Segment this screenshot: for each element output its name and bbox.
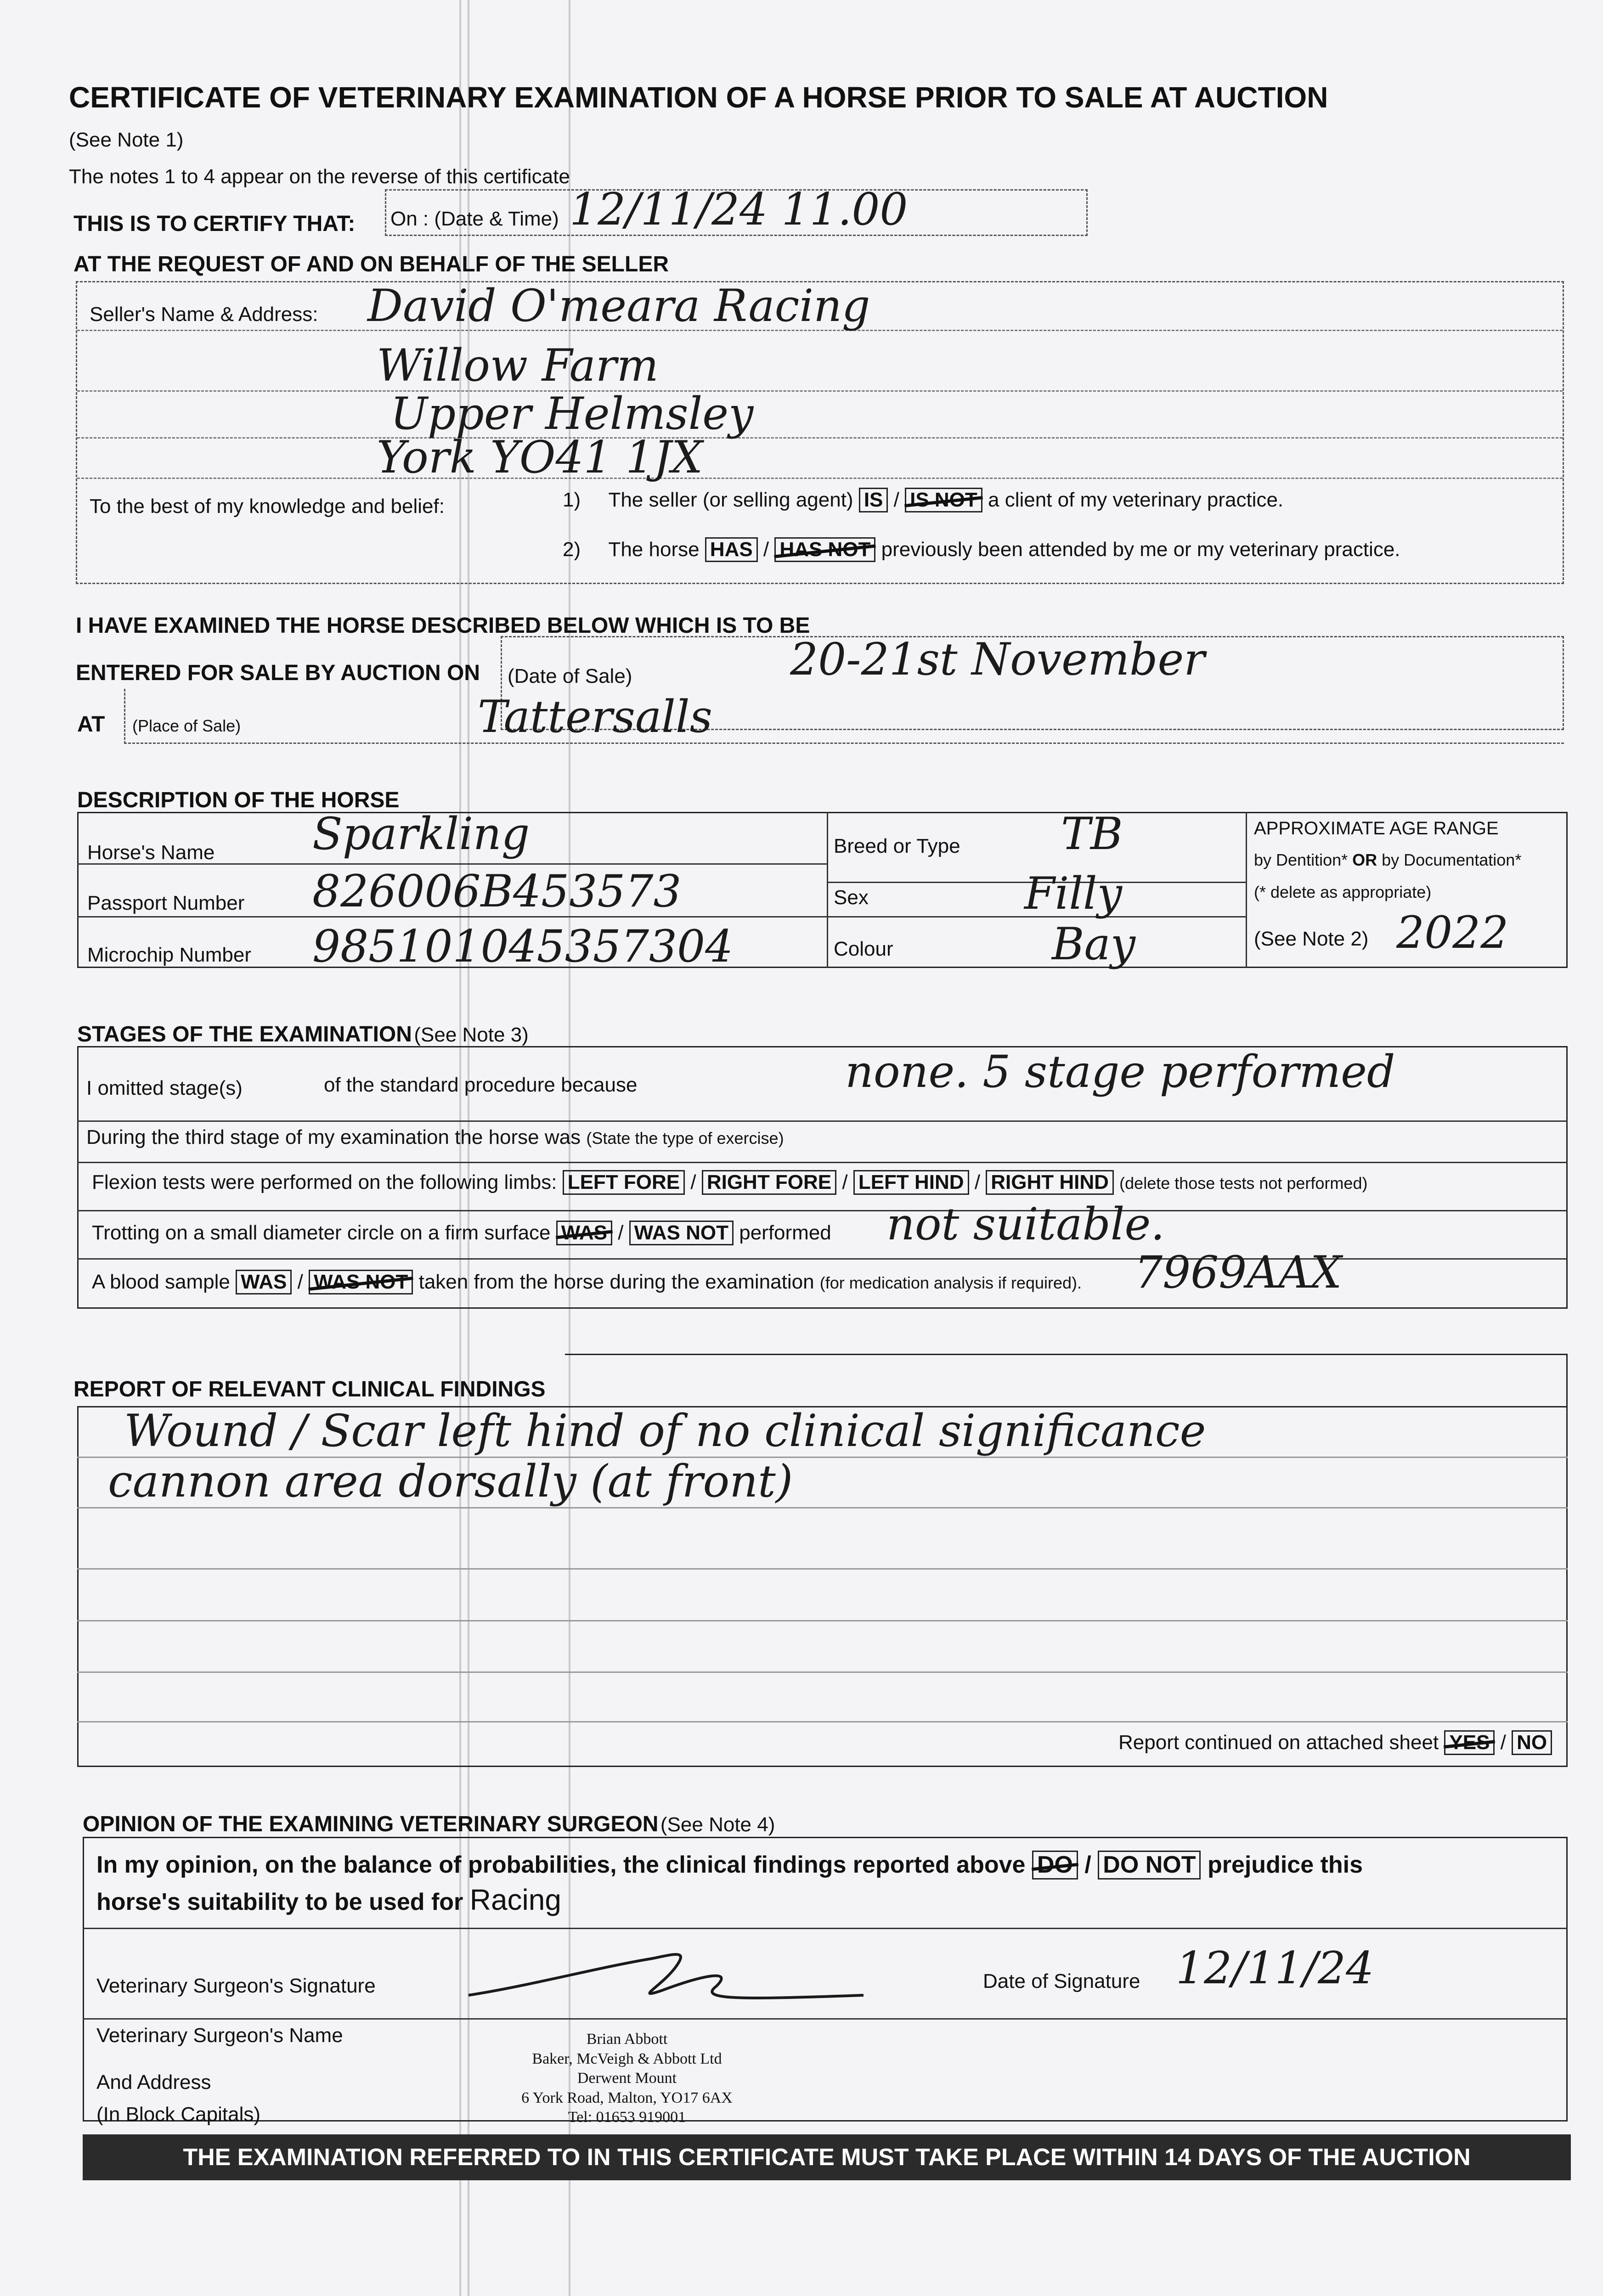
blood-row: A blood sample WAS / WAS NOT taken from the horse during the examination (for medication analysis if required). [92, 1270, 1082, 1294]
blood-was-option[interactable]: WAS [236, 1270, 292, 1294]
see-note-1: (See Note 1) [69, 129, 184, 151]
sex-value[interactable]: Filly [1024, 868, 1122, 919]
omitted-post: of the standard procedure because [324, 1074, 638, 1096]
opinion-statement: In my opinion, on the balance of probabilities, the clinical findings reported above DO / DO NOT prejudice this [96, 1851, 1363, 1880]
signature-label: Veterinary Surgeon's Signature [96, 1975, 376, 1997]
third-stage-note: (State the type of exercise) [586, 1129, 784, 1148]
seller-line-3[interactable]: Upper Helmsley [390, 388, 754, 439]
date-of-signature-label: Date of Signature [983, 1970, 1140, 1992]
age-by-documentation[interactable]: by Documentation* [1382, 850, 1522, 869]
surgeon-address-label: And Address [96, 2071, 211, 2093]
place-box [124, 689, 1564, 744]
flexion-note: (delete those tests not performed) [1119, 1174, 1368, 1193]
seller-line-4[interactable]: York YO41 1JX [377, 432, 703, 483]
right-fore-option[interactable]: RIGHT FORE [702, 1170, 836, 1195]
report-line-1[interactable]: Wound / Scar left hind of no clinical significance [124, 1405, 1206, 1457]
blood-label: A blood sample [92, 1271, 230, 1293]
trotting-label: Trotting on a small diameter circle on a firm surface [92, 1221, 551, 1244]
description-header: DESCRIPTION OF THE HORSE [77, 788, 400, 812]
trotting-was-option[interactable]: WAS [556, 1221, 612, 1245]
surgeon-name-label: Veterinary Surgeon's Name [96, 2024, 343, 2047]
item-2-text: The horse [608, 538, 700, 561]
omitted-value[interactable]: none. 5 stage performed [845, 1046, 1395, 1097]
age-by-dentition[interactable]: by Dentition* [1254, 850, 1348, 869]
opinion-do-option[interactable]: DO [1032, 1851, 1078, 1880]
age-range-title: APPROXIMATE AGE RANGE [1254, 818, 1499, 838]
seller-label: Seller's Name & Address: [90, 303, 318, 326]
opinion-do-not-option[interactable]: DO NOT [1098, 1851, 1201, 1880]
horse-name-label: Horse's Name [87, 841, 215, 864]
report-rule [77, 1507, 1568, 1508]
opinion-header-wrap [83, 1812, 775, 1837]
knowledge-label: To the best of my knowledge and belief: [90, 495, 445, 518]
is-option[interactable]: IS [859, 488, 888, 512]
stamp-line: Derwent Mount [577, 2070, 677, 2087]
knowledge-item-1: 1) The seller (or selling agent) IS / IS NOT a client of my veterinary practice. [563, 488, 1283, 512]
item-2-suffix: previously been attended by me or my veterinary practice. [881, 538, 1400, 561]
age-note: (See Note 2) [1254, 928, 1369, 950]
stamp-line: 6 York Road, Malton, YO17 6AX [521, 2089, 733, 2106]
passport-label: Passport Number [87, 892, 245, 914]
opinion-header: OPINION OF THE EXAMINING VETERINARY SURGEON [83, 1812, 659, 1836]
on-date-label: On : (Date & Time) [390, 208, 559, 230]
stages-rule [77, 1258, 1568, 1260]
seller-rule [77, 478, 1563, 479]
stamp-line: Brian Abbott [586, 2031, 668, 2048]
stages-rule [77, 1120, 1568, 1122]
at-label: AT [77, 712, 105, 737]
trotting-row: Trotting on a small diameter circle on a firm surface WAS / WAS NOT performed [92, 1221, 831, 1245]
is-not-option[interactable]: IS NOT [905, 488, 982, 512]
report-rule [77, 1568, 1568, 1570]
stamp-line: Baker, McVeigh & Abbott Ltd [532, 2050, 722, 2067]
blood-sample-value[interactable]: 7969AAX [1135, 1247, 1342, 1298]
continued-yes-option[interactable]: YES [1444, 1730, 1495, 1755]
opinion-header-note: (See Note 4) [660, 1813, 775, 1836]
trotting-value[interactable]: not suitable. [886, 1199, 1165, 1250]
passport-value[interactable]: 826006B453573 [312, 866, 682, 917]
seller-rule [77, 390, 1563, 392]
opinion-text-suffix: prejudice this [1207, 1851, 1363, 1878]
item-1-text: The seller (or selling agent) [608, 489, 853, 511]
flexion-row: Flexion tests were performed on the following limbs: LEFT FORE / RIGHT FORE / LEFT HIND / RIGHT HIND (delete those tests not performed) [92, 1170, 1367, 1195]
trotting-suffix: performed [739, 1221, 831, 1244]
opinion-text: In my opinion, on the balance of probabilities, the clinical findings reported above [96, 1851, 1026, 1878]
description-divider [1246, 812, 1247, 968]
practice-stamp [478, 2030, 776, 2127]
request-line: AT THE REQUEST OF AND ON BEHALF OF THE SELLER [73, 252, 669, 276]
microchip-value[interactable]: 985101045357304 [312, 921, 734, 972]
certify-label: THIS IS TO CERTIFY THAT: [73, 212, 356, 236]
date-of-sale-label: (Date of Sale) [508, 665, 632, 687]
opinion-rule [83, 2018, 1568, 2020]
blood-note: (for medication analysis if required). [819, 1273, 1082, 1292]
left-fore-option[interactable]: LEFT FORE [563, 1170, 685, 1195]
place-of-sale-value[interactable]: Tattersalls [478, 691, 712, 743]
stages-rule [77, 1162, 1568, 1163]
age-or: OR [1352, 850, 1377, 869]
blood-suffix: taken from the horse during the examination [418, 1271, 814, 1293]
footer-banner: THE EXAMINATION REFERRED TO IN THIS CERTIFICATE MUST TAKE PLACE WITHIN 14 DAYS OF THE AUCTION [83, 2134, 1571, 2180]
seller-rule [77, 437, 1563, 439]
third-stage-label: During the third stage of my examination the horse was [86, 1126, 581, 1148]
signature-scribble [459, 1940, 873, 2014]
report-continued-row: Report continued on attached sheet YES / NO [1118, 1730, 1552, 1755]
report-rule [77, 1671, 1568, 1673]
right-hind-option[interactable]: RIGHT HIND [986, 1170, 1114, 1195]
report-continued-label: Report continued on attached sheet [1118, 1731, 1439, 1754]
omitted-pre: I omitted stage(s) [86, 1077, 243, 1099]
item-1-suffix: a client of my veterinary practice. [988, 489, 1284, 511]
opinion-rule [83, 1928, 1568, 1929]
age-delete-note: (* delete as appropriate) [1254, 883, 1432, 901]
purpose-value[interactable]: Racing [469, 1883, 561, 1916]
examined-line-1: I HAVE EXAMINED THE HORSE DESCRIBED BELOW WHICH IS TO BE [76, 613, 810, 638]
opinion-statement-2 [96, 1883, 561, 1917]
age-method-line [1254, 850, 1521, 870]
report-header: REPORT OF RELEVANT CLINICAL FINDINGS [73, 1377, 546, 1401]
stamp-line: Tel: 01653 919001 [568, 2109, 686, 2126]
place-of-sale-label: (Place of Sale) [132, 716, 241, 735]
colour-label: Colour [834, 938, 893, 960]
stages-header: STAGES OF THE EXAMINATION [77, 1022, 412, 1047]
date-of-sale-value[interactable]: 20-21st November [790, 634, 1205, 685]
item-2-number: 2) [563, 538, 581, 561]
report-rule [77, 1721, 1568, 1722]
blood-was-not-option[interactable]: WAS NOT [309, 1270, 413, 1294]
notes-line: The notes 1 to 4 appear on the reverse of this certificate [69, 165, 570, 188]
knowledge-item-2: 2) The horse HAS / HAS NOT previously been attended by me or my veterinary practice. [563, 537, 1400, 562]
microchip-label: Microchip Number [87, 944, 251, 966]
opinion-line-2: horse's suitability to be used for [96, 1889, 463, 1915]
certificate-title: CERTIFICATE OF VETERINARY EXAMINATION OF A HORSE PRIOR TO SALE AT AUCTION [69, 81, 1328, 114]
item-1-number: 1) [563, 489, 581, 511]
breed-value[interactable]: TB [1061, 808, 1123, 860]
trotting-was-not-option[interactable]: WAS NOT [629, 1221, 734, 1245]
sex-label: Sex [834, 886, 869, 909]
surgeon-caps-label: (In Block Capitals) [96, 2103, 261, 2126]
report-line-2[interactable]: cannon area dorsally (at front) [108, 1456, 793, 1507]
seller-line-2[interactable]: Willow Farm [377, 340, 659, 391]
left-hind-option[interactable]: LEFT HIND [853, 1170, 969, 1195]
stages-rule [77, 1210, 1568, 1211]
examined-line-2: ENTERED FOR SALE BY AUCTION ON [76, 661, 480, 685]
stages-header-wrap [77, 1022, 529, 1047]
stages-header-note: (See Note 3) [414, 1024, 529, 1046]
report-rule [77, 1620, 1568, 1621]
flexion-label: Flexion tests were performed on the following limbs: [92, 1171, 557, 1193]
has-not-option[interactable]: HAS NOT [774, 537, 875, 562]
seller-line-1[interactable]: David O'meara Racing [367, 280, 870, 332]
breed-label: Breed or Type [834, 835, 960, 857]
third-stage-row [86, 1126, 784, 1149]
age-value[interactable]: 2022 [1396, 907, 1509, 958]
colour-value[interactable]: Bay [1052, 918, 1136, 970]
horse-name-value[interactable]: Sparkling [312, 808, 530, 860]
description-divider [827, 812, 828, 968]
continued-no-option[interactable]: NO [1512, 1730, 1552, 1755]
exam-date-time[interactable]: 12/11/24 11.00 [570, 184, 908, 235]
has-option[interactable]: HAS [705, 537, 758, 562]
date-of-signature-value[interactable]: 12/11/24 [1176, 1942, 1374, 1994]
